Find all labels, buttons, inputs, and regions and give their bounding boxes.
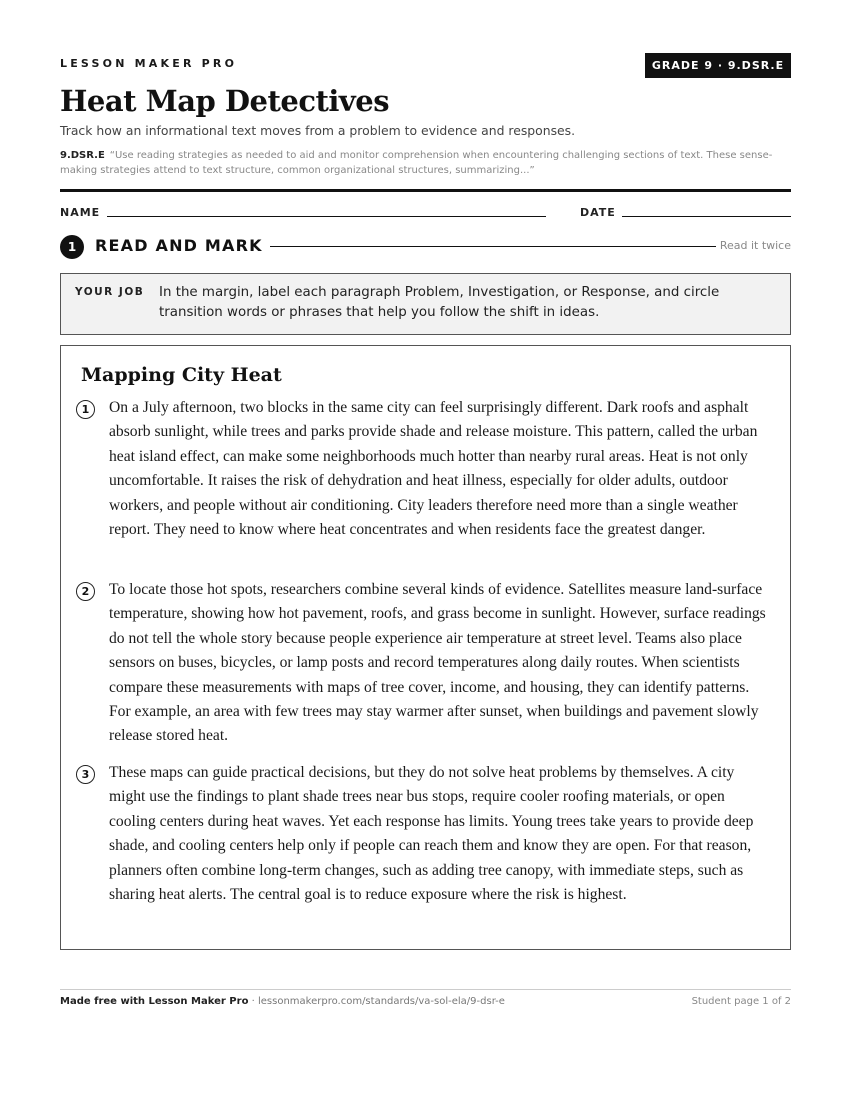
section-number-badge: 1	[60, 235, 84, 259]
date-field[interactable]	[622, 216, 791, 217]
grade-badge: GRADE 9 · 9.DSR.E	[645, 53, 791, 78]
paragraph-number-1: 1	[76, 400, 95, 419]
page-number: Student page 1 of 2	[691, 996, 791, 1007]
standard-code: 9.DSR.E	[60, 150, 105, 161]
name-field[interactable]	[107, 216, 546, 217]
section-note: Read it twice	[719, 239, 791, 252]
job-label: YOUR JOB	[75, 286, 145, 298]
standard-description	[60, 148, 791, 178]
job-text: In the margin, label each paragraph Problem, Investigation, or Response, and circle transition words or phrases that help you follow the shift in ideas.	[159, 285, 720, 320]
page-title: Heat Map Detectives	[60, 84, 390, 118]
date-label: DATE	[580, 206, 616, 219]
header-divider	[60, 189, 791, 192]
paragraph-number-3: 3	[76, 765, 95, 784]
footer-divider	[60, 989, 791, 990]
footer-made-with: Made free with Lesson Maker Pro	[60, 996, 249, 1007]
job-instructions-box	[60, 273, 791, 335]
section-divider	[270, 246, 716, 247]
standard-text: “Use reading strategies as needed to aid and monitor comprehension when encountering challenging sections of text. These sense-making strategies attend to text structure, common organizational structures, summarizing...”	[60, 150, 773, 176]
section-title: READ AND MARK	[95, 236, 263, 255]
passage-title: Mapping City Heat	[81, 364, 282, 386]
name-label: NAME	[60, 206, 101, 219]
footer-url[interactable]: · lessonmakerpro.com/standards/va-sol-ela/9-dsr-e	[248, 996, 505, 1007]
paragraph-3: These maps can guide practical decisions, but they do not solve heat problems by themselves. A city might use the findings to plant shade trees near bus stops, require cooler roofing materials, or open cooling centers during heat waves. Yet each response has limits. Young trees take years to provide deep shade, and cooling centers help only if people can reach them and know they are open. For that reason, planners often combine long-term changes, such as adding tree canopy, with immediate steps, such as sharing heat alerts. The central goal is to reduce exposure where the risk is highest.	[109, 764, 754, 904]
paragraph-number-2: 2	[76, 582, 95, 601]
page-subtitle: Track how an informational text moves from a problem to evidence and responses.	[60, 123, 576, 138]
paragraph-1: On a July afternoon, two blocks in the same city can feel surprisingly different. Dark roofs and asphalt absorb sunlight, while trees and parks provide shade and release moisture. This pattern, called the urban heat island effect, can make some neighborhoods much hotter than nearby rural areas. Heat is not only uncomfortable. It raises the risk of dehydration and heat illness, especially for older adults, outdoor workers, and people without air conditioning. City leaders therefore need more than a single weather report. They need to know where heat concentrates and when residents face the greatest danger.	[109, 399, 758, 539]
paragraph-2: To locate those hot spots, researchers combine several kinds of evidence. Satellites measure land-surface temperature, showing how hot pavement, roofs, and grass become in sunlight. However, surface readings do not tell the whole story because people experience air temperature at street level. Teams also place sensors on buses, bicycles, or lamp posts and record temperatures along daily routes. When scientists compare these measurements with maps of tree cover, income, and housing, they can identify patterns. For example, an area with few trees may stay warmer after sunset, when buildings and pavement slowly release stored heat.	[109, 581, 766, 745]
brand-name: LESSON MAKER PRO	[60, 57, 238, 70]
worksheet-page	[60, 0, 791, 1100]
footer-credit	[60, 996, 505, 1007]
passage-box	[60, 345, 791, 950]
